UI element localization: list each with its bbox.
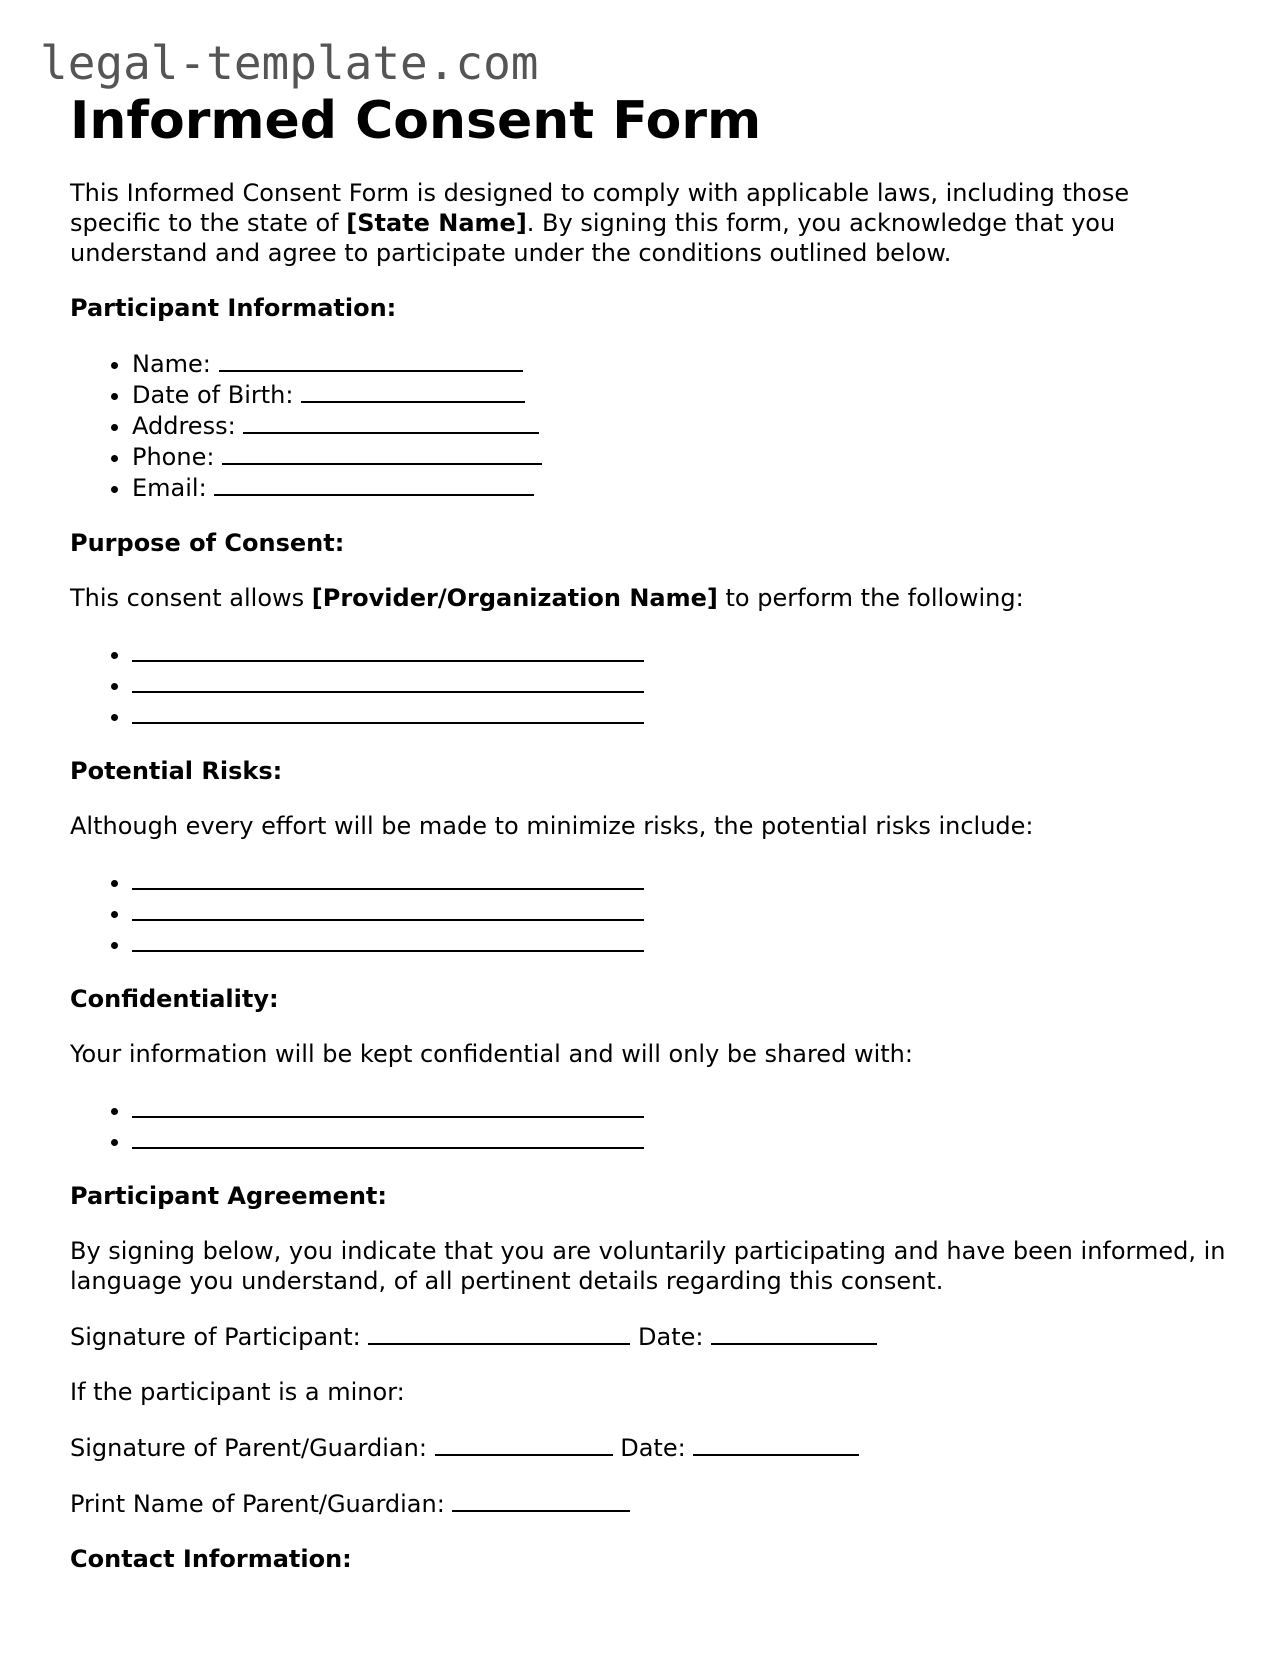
- purpose-blank-3[interactable]: [132, 700, 644, 724]
- participant-info-heading: Participant Information:: [70, 294, 397, 322]
- provider-placeholder: [Provider/Organization Name]: [311, 584, 718, 612]
- confidentiality-text: Your information will be kept confidential and will only be shared with:: [70, 1040, 913, 1068]
- purpose-blank-2[interactable]: [132, 669, 644, 693]
- participant-signature-row: [70, 1321, 1230, 1352]
- list-item: [132, 866, 1230, 897]
- participant-date-label: Date:: [638, 1323, 704, 1351]
- agreement-heading: Participant Agreement:: [70, 1182, 388, 1210]
- dob-field[interactable]: [301, 379, 525, 403]
- name-label: Name:: [132, 350, 211, 378]
- phone-field[interactable]: [222, 441, 542, 465]
- shared-with-blank-1[interactable]: [132, 1094, 644, 1118]
- agreement-text: By signing below, you indicate that you are voluntarily participating and have been informed, in language you understand, of all pertinent details regarding this consent.: [70, 1237, 1226, 1295]
- address-label: Address:: [132, 412, 236, 440]
- guardian-print-name-label: Print Name of Parent/Guardian:: [70, 1490, 445, 1518]
- guardian-signature-field[interactable]: [435, 1432, 613, 1456]
- guardian-date-field[interactable]: [693, 1432, 859, 1456]
- confidentiality-list: [70, 1094, 1230, 1156]
- list-item: [132, 1094, 1230, 1125]
- list-item: [132, 379, 1230, 410]
- purpose-text: [70, 583, 1230, 613]
- risk-blank-2[interactable]: [132, 897, 644, 921]
- participant-info-list: [70, 348, 1230, 503]
- page-title: Informed Consent Form: [70, 91, 762, 151]
- purpose-list: [70, 638, 1230, 731]
- dob-label: Date of Birth:: [132, 381, 294, 409]
- list-item: [132, 410, 1230, 441]
- guardian-print-name-row: [70, 1488, 1230, 1519]
- name-field[interactable]: [219, 348, 523, 372]
- contact-heading: Contact Information:: [70, 1545, 352, 1573]
- list-item: [132, 1125, 1230, 1156]
- intro-text-1: This Informed Consent Form is designed to comply with applicable laws, including those specific to the state of: [70, 179, 1130, 237]
- minor-note: If the participant is a minor:: [70, 1378, 405, 1406]
- guardian-print-name-field[interactable]: [452, 1488, 630, 1512]
- list-item: [132, 928, 1230, 959]
- document-page: [70, 88, 1230, 1574]
- participant-date-field[interactable]: [711, 1321, 877, 1345]
- purpose-text-2: to perform the following:: [717, 584, 1024, 612]
- phone-label: Phone:: [132, 443, 215, 471]
- participant-signature-field[interactable]: [368, 1321, 630, 1345]
- intro-text-2: . By signing this form, you acknowledge that you understand and agree to participate under the conditions outlined below.: [70, 209, 1116, 267]
- risk-blank-1[interactable]: [132, 866, 644, 890]
- purpose-blank-1[interactable]: [132, 638, 644, 662]
- guardian-date-label: Date:: [620, 1434, 686, 1462]
- list-item: [132, 348, 1230, 379]
- email-field[interactable]: [214, 472, 534, 496]
- purpose-text-1: This consent allows: [70, 584, 312, 612]
- list-item: [132, 638, 1230, 669]
- risks-text: Although every effort will be made to minimize risks, the potential risks include:: [70, 812, 1034, 840]
- risk-blank-3[interactable]: [132, 928, 644, 952]
- guardian-signature-row: [70, 1432, 1230, 1463]
- confidentiality-heading: Confidentiality:: [70, 985, 279, 1013]
- email-label: Email:: [132, 474, 207, 502]
- state-name-placeholder: [State Name]: [346, 209, 527, 237]
- watermark: legal-template.com: [40, 36, 539, 90]
- purpose-heading: Purpose of Consent:: [70, 529, 345, 557]
- intro-paragraph: [70, 178, 1190, 268]
- list-item: [132, 669, 1230, 700]
- risks-heading: Potential Risks:: [70, 757, 283, 785]
- participant-signature-label: Signature of Participant:: [70, 1323, 361, 1351]
- list-item: [132, 897, 1230, 928]
- shared-with-blank-2[interactable]: [132, 1125, 644, 1149]
- address-field[interactable]: [243, 410, 539, 434]
- guardian-signature-label: Signature of Parent/Guardian:: [70, 1434, 427, 1462]
- list-item: [132, 700, 1230, 731]
- risks-list: [70, 866, 1230, 959]
- list-item: [132, 441, 1230, 472]
- list-item: [132, 472, 1230, 503]
